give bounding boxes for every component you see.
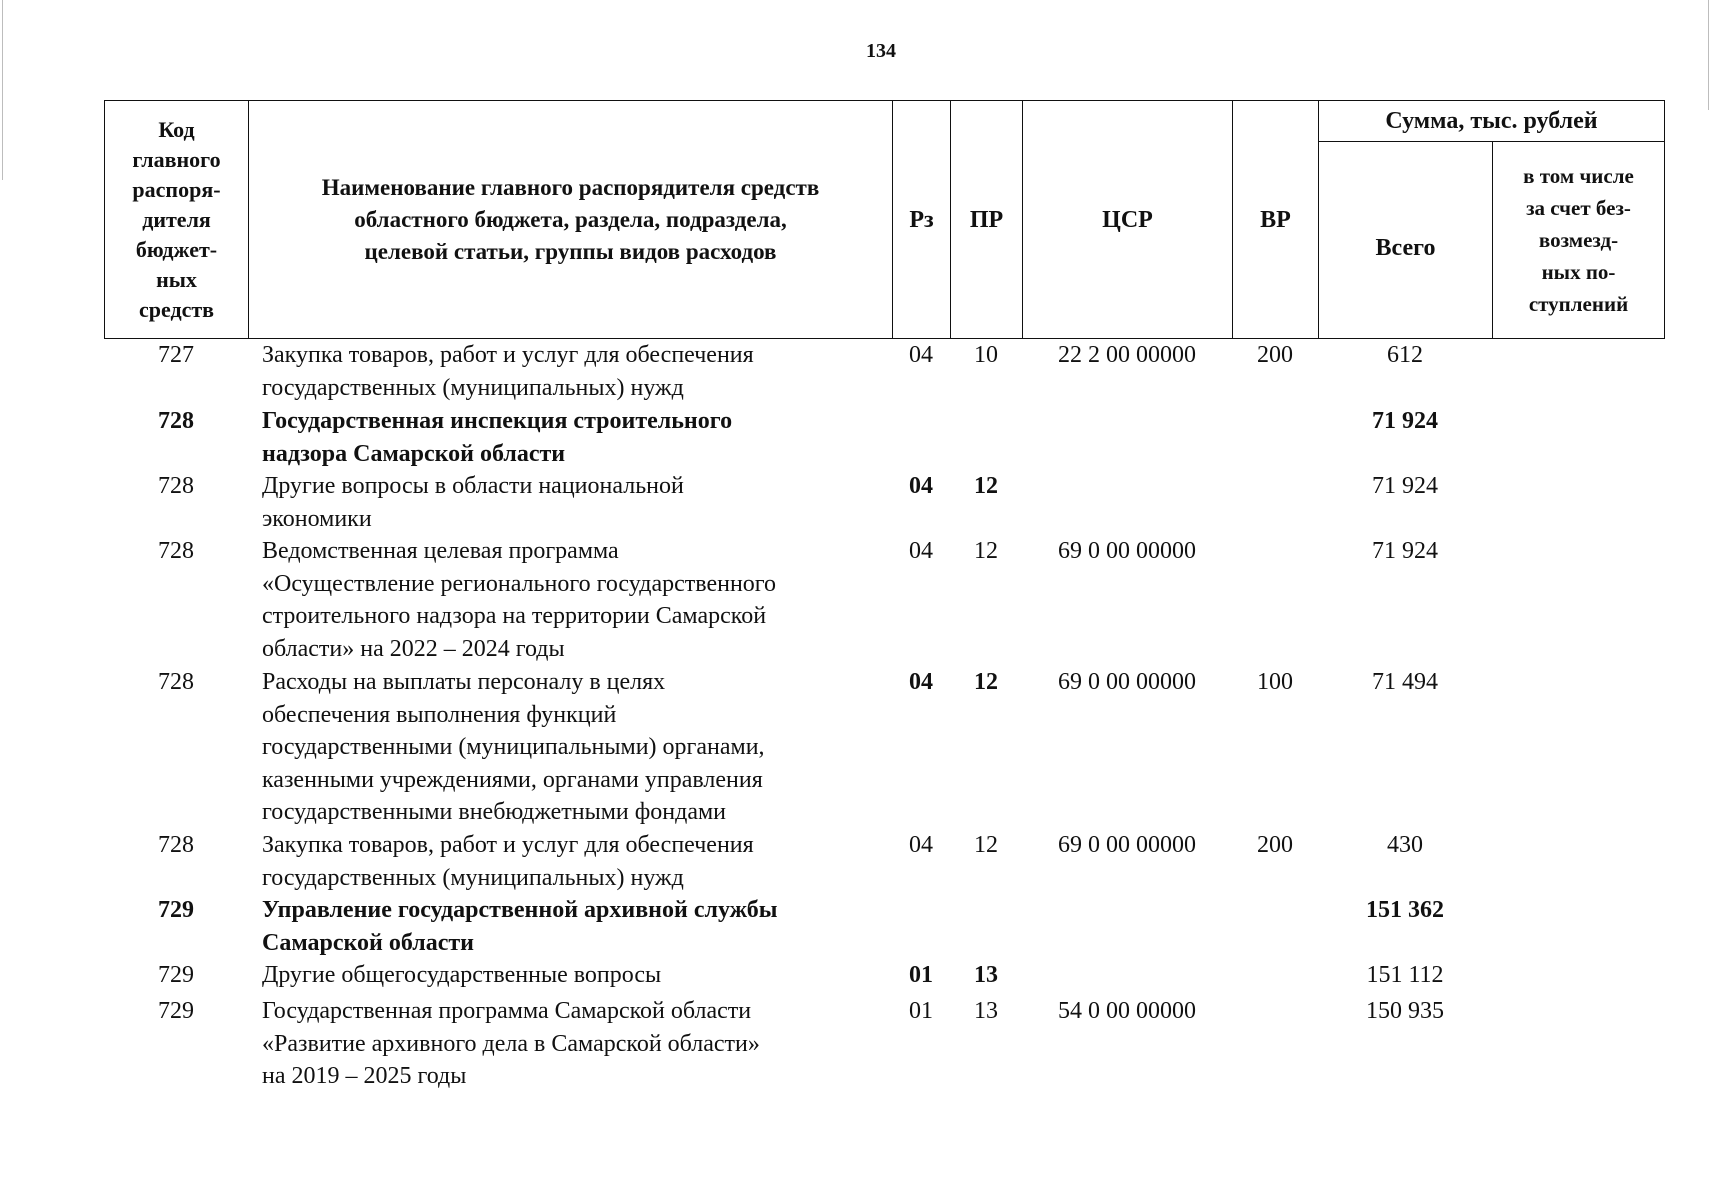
row-vr: 100: [1257, 669, 1293, 695]
row-name: Государственная программа Самарской области «Развитие архивного дела в Самарской области» на 2019 – 2025 годы: [262, 998, 760, 1089]
row-vr: 200: [1257, 342, 1293, 368]
row-code: 729: [158, 897, 194, 923]
header-pr-label: ПР: [969, 206, 1004, 233]
row-vr: 200: [1257, 832, 1293, 858]
row-total: 151 112: [1366, 962, 1444, 988]
row-code: 728: [158, 473, 194, 499]
row-total: 150 935: [1366, 998, 1444, 1024]
row-name: Другие вопросы в области национальной экономики: [262, 473, 684, 532]
header-rz-label: Рз: [909, 206, 934, 233]
row-code: 729: [158, 998, 194, 1024]
row-code: 728: [158, 832, 194, 858]
row-rz: 01: [909, 998, 933, 1024]
row-rz: 04: [909, 342, 933, 368]
row-rz: 04: [909, 832, 933, 858]
row-name: Закупка товаров, работ и услуг для обеспечения государственных (муниципальных) нужд: [262, 342, 754, 401]
row-pr: 12: [974, 538, 998, 564]
row-csr: 54 0 00 00000: [1058, 998, 1196, 1024]
header-name-label: Наименование главного распорядителя средств областного бюджета, раздела, подраздела, целевой статьи, группы видов расходов: [321, 174, 820, 264]
row-rz: 04: [909, 538, 933, 564]
row-name: Другие общегосударственные вопросы: [262, 962, 662, 988]
header-vr-label: ВР: [1260, 206, 1291, 233]
row-pr: 12: [974, 473, 998, 499]
row-name: Управление государственной архивной службы Самарской области: [262, 897, 778, 956]
row-total: 71 924: [1372, 473, 1438, 499]
header-csr-label: ЦСР: [1102, 206, 1153, 233]
row-total: 430: [1387, 832, 1423, 858]
scan-edge-left: [2, 0, 3, 180]
row-rz: 04: [909, 473, 933, 499]
row-name: Закупка товаров, работ и услуг для обеспечения государственных (муниципальных) нужд: [262, 832, 754, 891]
row-rz: 04: [909, 669, 933, 695]
row-code: 727: [158, 342, 194, 368]
header-gratuitous-label: в том числе за счет без- возмезд- ных по- ступлений: [1523, 164, 1634, 316]
row-name: Государственная инспекция строительного надзора Самарской области: [262, 408, 733, 467]
row-total: 612: [1387, 342, 1423, 368]
row-code: 729: [158, 962, 194, 988]
row-total: 151 362: [1366, 897, 1444, 923]
row-csr: 69 0 00 00000: [1058, 538, 1196, 564]
header-code-label: Код главного распоря- дителя бюджет- ных средств: [132, 116, 221, 322]
row-code: 728: [158, 538, 194, 564]
row-pr: 12: [974, 669, 998, 695]
header-sum-label: Сумма, тыс. рублей: [1385, 108, 1598, 134]
row-name: Ведомственная целевая программа «Осуществление регионального государственного строительного надзора на территории Самарской области» на 2022 – 2024 годы: [262, 538, 777, 662]
page-number: 134: [866, 40, 896, 62]
row-total: 71 924: [1372, 538, 1438, 564]
row-name: Расходы на выплаты персоналу в целях обеспечения выполнения функций государственными (муниципальными) органами, казенными учреждениями, органами управления государственными внебюджетными фондами: [262, 669, 765, 825]
row-rz: 01: [909, 962, 933, 988]
header-total-label: Всего: [1375, 235, 1436, 261]
row-pr: 12: [974, 832, 998, 858]
row-pr: 13: [974, 998, 998, 1024]
row-csr: 69 0 00 00000: [1058, 832, 1196, 858]
row-csr: 22 2 00 00000: [1058, 342, 1196, 368]
row-code: 728: [158, 669, 194, 695]
row-total: 71 924: [1372, 408, 1438, 434]
row-csr: 69 0 00 00000: [1058, 669, 1196, 695]
row-code: 728: [158, 408, 194, 434]
row-total: 71 494: [1372, 669, 1438, 695]
row-pr: 10: [974, 342, 998, 368]
row-pr: 13: [974, 962, 998, 988]
